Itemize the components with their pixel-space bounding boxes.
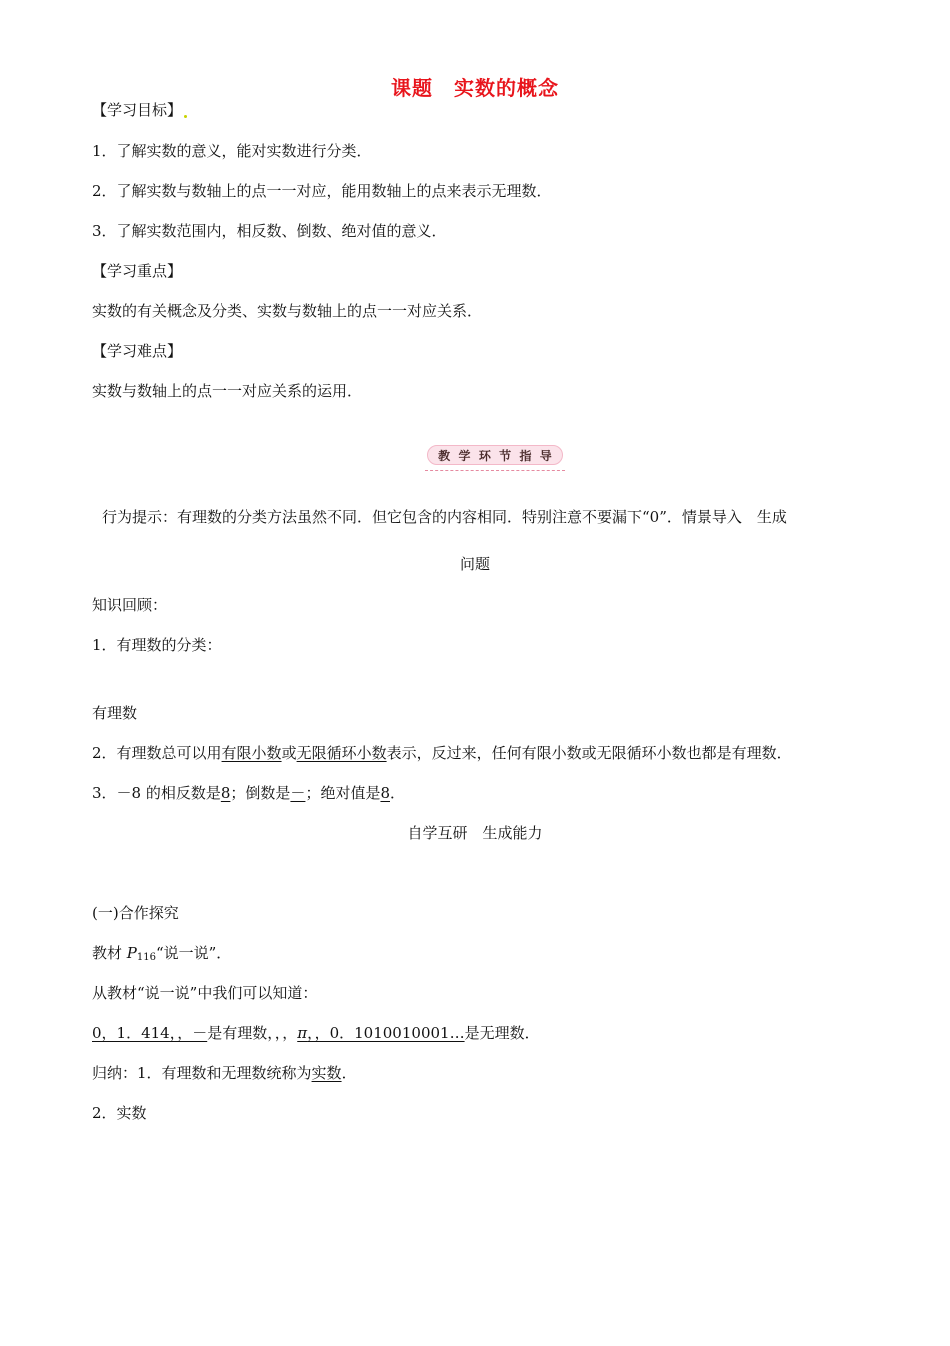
summary-1: 归纳：1．有理数和无理数统称为实数． (92, 1064, 357, 1082)
key-points-text: 实数的有关概念及分类、实数与数轴上的点一一对应关系． (92, 302, 483, 320)
page-title: 课题 实数的概念 (391, 76, 559, 100)
section-heading: 自学互研 生成能力 (407, 824, 543, 842)
mark-dot (184, 115, 187, 118)
banner-char: 环 (478, 448, 491, 463)
answer-blank: 有限小数 (221, 744, 282, 762)
review-item-1: 1．有理数的分类： (92, 636, 222, 654)
banner-char: 节 (499, 448, 512, 463)
banner-char: 指 (519, 448, 532, 463)
answer-blank: 实数 (311, 1064, 342, 1082)
section-banner (425, 443, 565, 471)
explore-heading: (一)合作探究 (92, 904, 179, 922)
answer-blank: 8 (380, 784, 390, 802)
answer-blank: 无限循环小数 (296, 744, 387, 762)
review-heading: 知识回顾： (92, 596, 168, 614)
banner-char: 教 (438, 448, 451, 463)
hint-text: 行为提示：有理数的分类方法虽然不同．但它包含的内容相同．特别注意不要漏下“0”．情景导入 生成 (102, 508, 787, 526)
answer-blank: 8 (220, 784, 231, 802)
objective-item: 3．了解实数范围内，相反数、倒数、绝对值的意义． (92, 222, 447, 240)
review-item-2: 2．有理数总可以用有限小数或无限循环小数表示，反过来，任何有限小数或无限循环小数也都是有理数． (92, 744, 792, 762)
summary-2: 2．实数 (92, 1104, 147, 1122)
banner-char: 导 (539, 448, 552, 463)
objective-item: 2．了解实数与数轴上的点一一对应，能用数轴上的点来表示无理数． (92, 182, 552, 200)
textbook-ref: 教材 $P_{116}“$说一说”． (92, 944, 232, 963)
difficulties-text: 实数与数轴上的点一一对应关系的运用． (92, 382, 363, 400)
hint-text-cont: 问题 (459, 555, 490, 573)
objective-item: 1．了解实数的意义，能对实数进行分类． (92, 142, 372, 160)
key-points-heading: 【学习重点】 (92, 262, 183, 280)
banner-char: 学 (458, 448, 471, 463)
irrational-list: π，，0．1010010001… (297, 1024, 465, 1042)
banner-underline (425, 470, 565, 471)
textbook-intro: 从教材“说一说”中我们可以知道： (92, 984, 318, 1002)
objectives-heading: 【学习目标】 (92, 100, 187, 120)
number-classification: 0，1．414，，－是有理数，，，π，，0．1010010001…是无理数． (92, 1024, 540, 1042)
answer-blank: － (290, 784, 306, 802)
difficulties-heading: 【学习难点】 (92, 342, 183, 360)
review-item-3: 3．－8 的相反数是8；倒数是－；绝对值是8． (92, 784, 406, 802)
rational-label: 有理数 (92, 704, 138, 722)
rational-list: 0，1．414，，－ (92, 1024, 208, 1042)
